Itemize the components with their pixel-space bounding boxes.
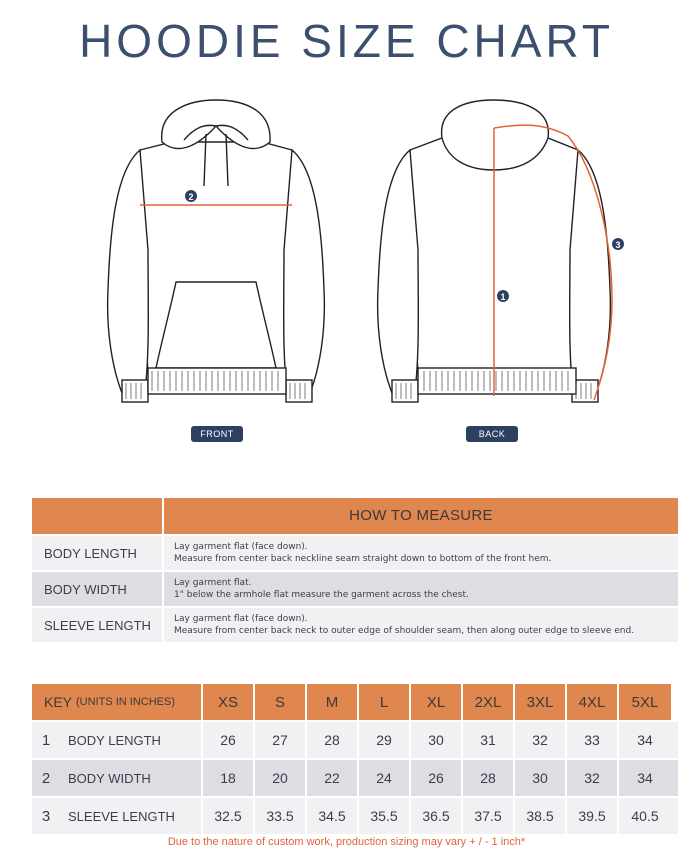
size-header: XS bbox=[203, 684, 255, 720]
table-cell: 22 bbox=[307, 760, 359, 796]
hoodie-front-drawing bbox=[108, 100, 325, 402]
table-cell: 28 bbox=[463, 760, 515, 796]
table-cell: 18 bbox=[203, 760, 255, 796]
header-blank-cell bbox=[32, 498, 164, 534]
size-table-header-row bbox=[32, 684, 678, 720]
table-cell: 31 bbox=[463, 722, 515, 758]
sizing-footnote: Due to the nature of custom work, production sizing may vary + / - 1 inch* bbox=[167, 836, 526, 848]
key-header: KEY (UNITS IN INCHES) bbox=[32, 684, 203, 720]
row-key: 1 BODY LENGTH bbox=[32, 722, 203, 758]
size-header: XL bbox=[411, 684, 463, 720]
table-cell: 34 bbox=[637, 732, 653, 748]
size-header: 5XL bbox=[619, 684, 671, 720]
table-cell: 26 bbox=[203, 722, 255, 758]
table-cell: 32.5 bbox=[203, 798, 255, 834]
table-cell: 33.5 bbox=[255, 798, 307, 834]
table-cell: 27 bbox=[255, 722, 307, 758]
table-row bbox=[32, 722, 678, 758]
row-key: 3 SLEEVE LENGTH bbox=[32, 798, 203, 834]
back-view-label: BACK bbox=[466, 426, 518, 442]
table-cell: 20 bbox=[255, 760, 307, 796]
measure-instructions: Lay garment flat. 1" below the armhole flat measure the garment across the chest. bbox=[174, 578, 469, 600]
table-cell: 38.5 bbox=[515, 798, 567, 834]
measure-instructions: Lay garment flat (face down). Measure from center back neckline seam straight down to bottom of the front hem. bbox=[174, 542, 552, 564]
table-cell: 35.5 bbox=[359, 798, 411, 834]
svg-text:3: 3 bbox=[615, 240, 621, 250]
table-cell: 39.5 bbox=[567, 798, 619, 834]
table-cell: 40.5 bbox=[631, 808, 659, 824]
table-cell: 32 bbox=[567, 760, 619, 796]
table-cell: 30 bbox=[515, 760, 567, 796]
table-row bbox=[32, 536, 678, 570]
table-cell: 33 bbox=[567, 722, 619, 758]
size-header: S bbox=[255, 684, 307, 720]
table-cell: 37.5 bbox=[463, 798, 515, 834]
size-header: 4XL bbox=[567, 684, 619, 720]
size-header: L bbox=[359, 684, 411, 720]
measure-name: SLEEVE LENGTH bbox=[32, 608, 164, 642]
svg-text:1: 1 bbox=[500, 292, 506, 302]
measure-name: BODY LENGTH bbox=[32, 536, 164, 570]
size-header: M bbox=[307, 684, 359, 720]
row-key: 2 BODY WIDTH bbox=[32, 760, 203, 796]
svg-text:2: 2 bbox=[188, 192, 194, 202]
page-title: HOODIE SIZE CHART bbox=[79, 15, 614, 67]
measure-name: BODY WIDTH bbox=[32, 572, 164, 606]
table-cell: 29 bbox=[359, 722, 411, 758]
how-to-measure-header: HOW TO MEASURE bbox=[164, 498, 678, 534]
table-row bbox=[32, 798, 678, 834]
table-cell: 26 bbox=[411, 760, 463, 796]
table-row bbox=[32, 608, 678, 642]
how-to-measure-table bbox=[32, 498, 678, 642]
table-row bbox=[32, 760, 678, 796]
size-table bbox=[32, 684, 678, 836]
hoodie-illustration bbox=[0, 90, 693, 450]
table-cell: 36.5 bbox=[411, 798, 463, 834]
table-cell: 28 bbox=[307, 722, 359, 758]
table-cell: 34 bbox=[637, 770, 653, 786]
size-header: 2XL bbox=[463, 684, 515, 720]
table-cell: 32 bbox=[515, 722, 567, 758]
table-cell: 24 bbox=[359, 760, 411, 796]
table-row bbox=[32, 572, 678, 606]
table-cell: 30 bbox=[411, 722, 463, 758]
table-cell: 34.5 bbox=[307, 798, 359, 834]
front-view-label: FRONT bbox=[191, 426, 243, 442]
size-header: 3XL bbox=[515, 684, 567, 720]
measure-instructions: Lay garment flat (face down). Measure from center back neck to outer edge of shoulder seam, then along outer edge to sleeve end. bbox=[174, 614, 635, 636]
how-to-measure-header-row bbox=[32, 498, 678, 534]
